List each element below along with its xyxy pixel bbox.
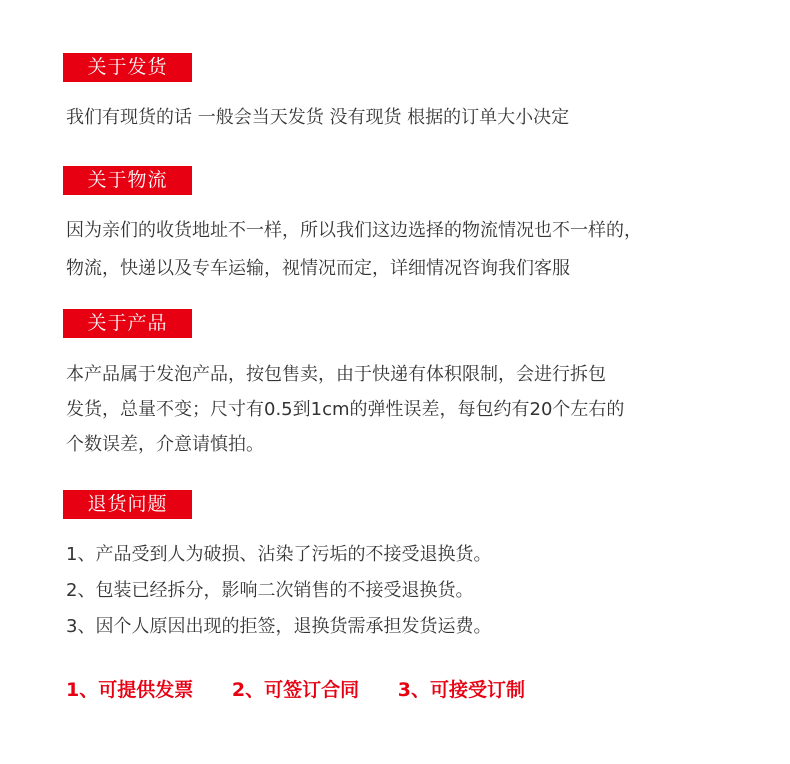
returns-text-line-2: 2、包装已经拆分，影响二次销售的不接受退换货。	[66, 580, 474, 601]
section-tag-shipping: 关于发货	[63, 53, 192, 82]
shipping-text-line: 我们有现货的话 一般会当天发货 没有现货 根据的订单大小决定	[66, 107, 570, 128]
section-tag-returns: 退货问题	[63, 490, 192, 519]
service-invoice: 1、可提供发票	[66, 679, 194, 701]
section-tag-logistics: 关于物流	[63, 166, 192, 195]
service-customization: 3、可接受订制	[397, 679, 525, 701]
product-text-line-2: 发货，总量不变；尺寸有0.5到1cm的弹性误差，每包约有20个左右的	[66, 399, 625, 420]
logistics-text-line-2: 物流，快递以及专车运输，视情况而定，详细情况咨询我们客服	[66, 258, 570, 279]
logistics-text-line-1: 因为亲们的收货地址不一样，所以我们这边选择的物流情况也不一样的，	[66, 220, 642, 241]
product-text-line-3: 个数误差，介意请慎拍。	[66, 434, 264, 455]
service-highlights	[66, 676, 557, 704]
returns-text-line-1: 1、产品受到人为破损、沾染了污垢的不接受退换货。	[66, 544, 492, 565]
returns-text-line-3: 3、因个人原因出现的拒签，退换货需承担发货运费。	[66, 616, 492, 637]
section-tag-product: 关于产品	[63, 309, 192, 338]
service-contract: 2、可签订合同	[231, 679, 360, 701]
product-text-line-1: 本产品属于发泡产品，按包售卖，由于快递有体积限制，会进行拆包	[66, 364, 606, 385]
